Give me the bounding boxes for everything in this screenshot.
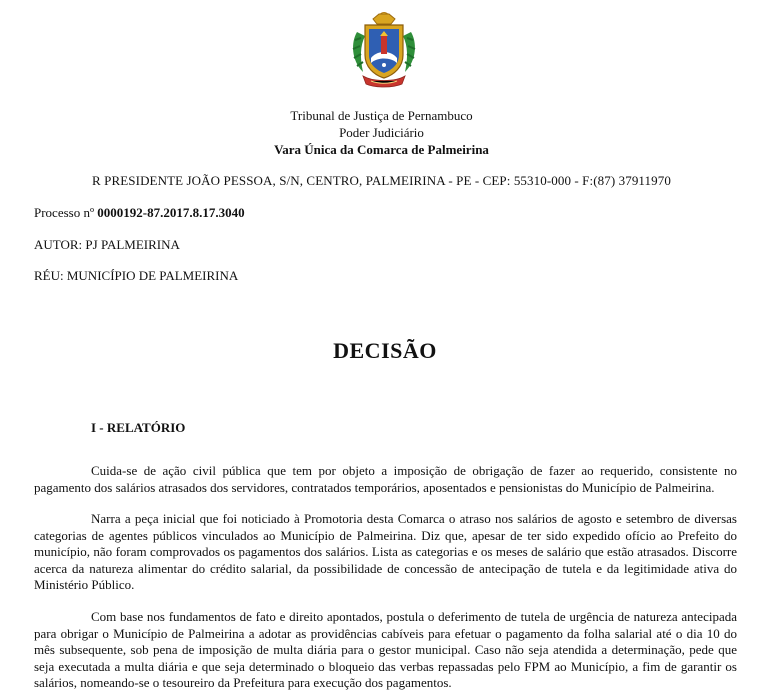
section-heading: I - RELATÓRIO: [91, 420, 186, 435]
case-number-value: 0000192-87.2017.8.17.3040: [97, 205, 245, 220]
case-number-line: [34, 204, 245, 221]
paragraph-2: Narra a peça inicial que foi noticiado à Promotoria desta Comarca o atraso nos salários de agosto e setembro de diversas categorias de agentes públicos vinculados ao Município de Palmeirina. Diz que, apesar de ter sido expedido ofício ao Prefeito do município, não foram comprovados os pagamentos dos salários. Lista as categorias e os meses de salário que estão atrasados. Discorre acerca da natureza alimentar do crédito salarial, da possibilidade de concessão de antecipação de tutela e da legitimidade ativa do Ministério Público.: [34, 511, 737, 592]
court-division: Vara Única da Comarca de Palmeirina: [274, 142, 489, 157]
case-number-label: Processo nº: [34, 205, 94, 220]
plaintiff-line: AUTOR: PJ PALMEIRINA: [34, 237, 180, 252]
document-title: DECISÃO: [333, 338, 437, 363]
court-branch: Poder Judiciário: [339, 125, 424, 140]
court-name: Tribunal de Justiça de Pernambuco: [290, 108, 473, 123]
defendant-line: RÉU: MUNICÍPIO DE PALMEIRINA: [34, 268, 239, 283]
coat-of-arms-icon: [343, 8, 425, 90]
paragraph-3: Com base nos fundamentos de fato e direito apontados, postula o deferimento de tutela de urgência de natureza antecipada para obrigar o Município de Palmeirina a adotar as providências cabíveis para efetuar o pagamento da folha salarial até o dia 10 do mês subsequente, sob pena de imposição de multa diária para o gestor municipal. Caso não seja atendida a determinação, pede que seja executada a multa diária e que seja determinado o bloqueio das verbas repassadas pelo FPM ao Município, a fim de garantir os salários, nomeando-se o tesoureiro da Prefeitura para execução dos pagamentos.: [34, 609, 737, 690]
court-address: R PRESIDENTE JOÃO PESSOA, S/N, CENTRO, PALMEIRINA - PE - CEP: 55310-000 - F:(87) 37911970: [92, 173, 671, 188]
pernambuco-coat-of-arms-icon: [343, 8, 425, 90]
court-header: [0, 107, 763, 158]
paragraph-1: Cuida-se de ação civil pública que tem por objeto a imposição de obrigação de fazer ao requerido, consistente no pagamento dos salários atrasados dos servidores, contratados temporários, aposentados e pensionistas do Município de Palmeirina.: [34, 463, 737, 495]
